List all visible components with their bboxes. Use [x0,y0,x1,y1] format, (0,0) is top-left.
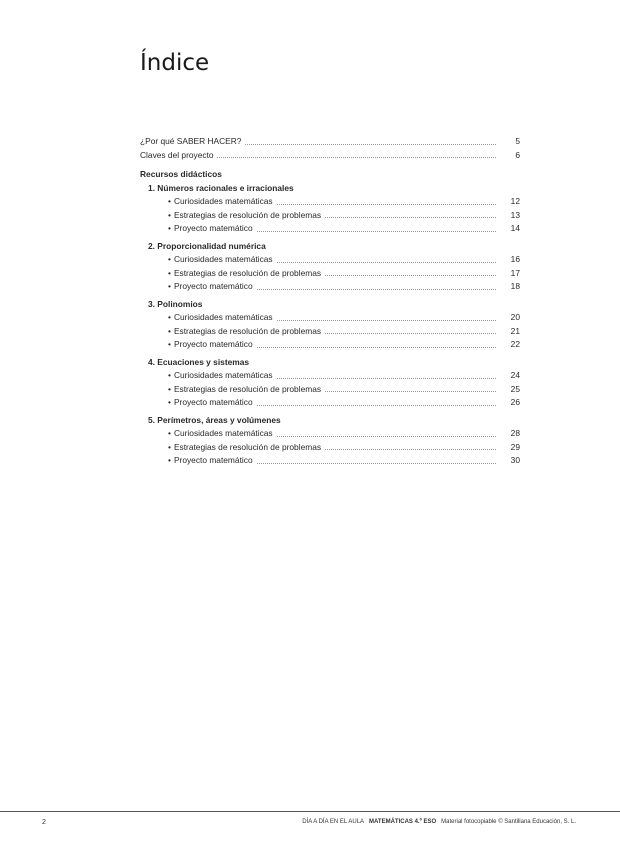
toc-page-number: 29 [500,441,520,455]
chapter-title[interactable]: 5. Perímetros, áreas y volúmenes [148,414,281,425]
toc-page-number: 21 [500,325,520,339]
toc-subentry-text: Proyecto matemático [173,223,253,233]
toc-page-number: 17 [500,267,520,281]
toc-subentry-label [168,210,324,220]
section-heading: Recursos didácticos [140,169,222,179]
toc-page-number: 13 [500,209,520,223]
bullet-icon: • [168,267,171,278]
toc-subentry-text: Proyecto matemático [173,281,253,291]
toc-page-number: 16 [500,253,520,267]
chapter-block [140,240,520,294]
toc-subentry-label [168,339,256,349]
toc-subentry-text: Proyecto matemático [173,339,253,349]
toc-subentry-text: Proyecto matemático [173,397,253,407]
chapter-block [140,356,520,410]
toc-subentry-label [168,254,276,264]
chapter-block [140,298,520,352]
toc-entry[interactable] [140,149,520,163]
toc-subentry-label [168,442,324,452]
chapter-title[interactable]: 1. Números racionales e irracionales [148,182,294,193]
toc-subentry[interactable] [148,427,520,441]
toc-subentry-label [168,268,324,278]
toc-page-number: 14 [500,222,520,236]
bullet-icon: • [168,254,171,264]
toc-subentry-text: Estrategias de resolución de problemas [173,441,322,452]
toc-subentry[interactable] [148,195,520,209]
bullet-icon: • [168,383,171,394]
toc-subentry-text: Curiosidades matemáticas [173,370,273,380]
footer-page-number: 2 [42,819,46,826]
toc-subentry-text: Estrategias de resolución de problemas [173,383,322,394]
toc-subentry-label [168,370,276,380]
toc-entry-label: Claves del proyecto [140,150,217,160]
toc-subentry-text: Curiosidades matemáticas [173,312,273,322]
toc-page-number: 28 [500,427,520,441]
toc-subentry[interactable] [148,209,520,223]
chapter-list [140,182,520,468]
toc-subentry-label [168,384,324,394]
chapter-block [140,182,520,236]
toc-subentry-text: Proyecto matemático [173,455,253,465]
toc-subentry-label [168,397,256,407]
chapter-title[interactable]: 2. Proporcionalidad numérica [148,240,266,251]
toc-subentry[interactable] [148,369,520,383]
toc-subentry-label [168,281,256,291]
toc-page-number: 24 [500,369,520,383]
footer-divider [0,811,620,812]
toc-page-number: 5 [500,135,520,149]
toc-subentry-label [168,326,324,336]
bullet-icon: • [168,325,171,336]
bullet-icon: • [168,209,171,220]
toc-page-number: 6 [500,149,520,163]
bullet-icon: • [168,370,171,380]
toc-entry[interactable] [140,135,520,149]
toc-subentry-text: Estrategias de resolución de problemas [173,209,322,220]
bullet-icon: • [168,196,171,206]
toc-page-number: 20 [500,311,520,325]
toc-subentry-text: Estrategias de resolución de problemas [173,325,322,336]
toc-subentry-text: Curiosidades matemáticas [173,196,273,206]
bullet-icon: • [168,281,171,291]
toc-subentry[interactable] [148,383,520,397]
toc-subentry-label [168,455,256,465]
toc-subentry-label [168,196,276,206]
toc-page-number: 22 [500,338,520,352]
toc-subentry-text: Estrategias de resolución de problemas [173,267,322,278]
bullet-icon: • [168,441,171,452]
toc-subentry[interactable] [148,454,520,468]
page-title: Índice [140,50,210,76]
toc-subentry[interactable] [148,222,520,236]
bullet-icon: • [168,312,171,322]
table-of-contents [140,135,520,468]
toc-subentry-label [168,312,276,322]
toc-subentry[interactable] [148,325,520,339]
bullet-icon: • [168,223,171,233]
toc-subentry-label [168,223,256,233]
toc-subentry[interactable] [148,441,520,455]
bullet-icon: • [168,339,171,349]
toc-subentry[interactable] [148,338,520,352]
chapter-title[interactable]: 3. Polinomios [148,298,203,309]
toc-subentry[interactable] [148,311,520,325]
chapter-block [140,414,520,468]
toc-subentry[interactable] [148,267,520,281]
toc-page-number: 18 [500,280,520,294]
footer-credits [302,819,576,825]
toc-page-number: 30 [500,454,520,468]
bullet-icon: • [168,455,171,465]
toc-subentry[interactable] [148,253,520,267]
toc-subentry-text: Curiosidades matemáticas [173,254,273,264]
toc-subentry[interactable] [148,396,520,410]
toc-page-number: 25 [500,383,520,397]
bullet-icon: • [168,397,171,407]
footer-rights: Material fotocopiable © Santillana Educación, S. L. [441,819,576,825]
toc-entry-label: ¿Por qué SABER HACER? [140,136,244,146]
bullet-icon: • [168,428,171,438]
toc-subentry[interactable] [148,280,520,294]
footer-subject: MATEMÁTICAS 4.º ESO [369,819,437,825]
toc-subentry-label [168,428,276,438]
footer-series: DÍA A DÍA EN EL AULA [302,819,365,825]
toc-page-number: 12 [500,195,520,209]
chapter-title[interactable]: 4. Ecuaciones y sistemas [148,356,250,367]
toc-subentry-text: Curiosidades matemáticas [173,428,273,438]
toc-page-number: 26 [500,396,520,410]
